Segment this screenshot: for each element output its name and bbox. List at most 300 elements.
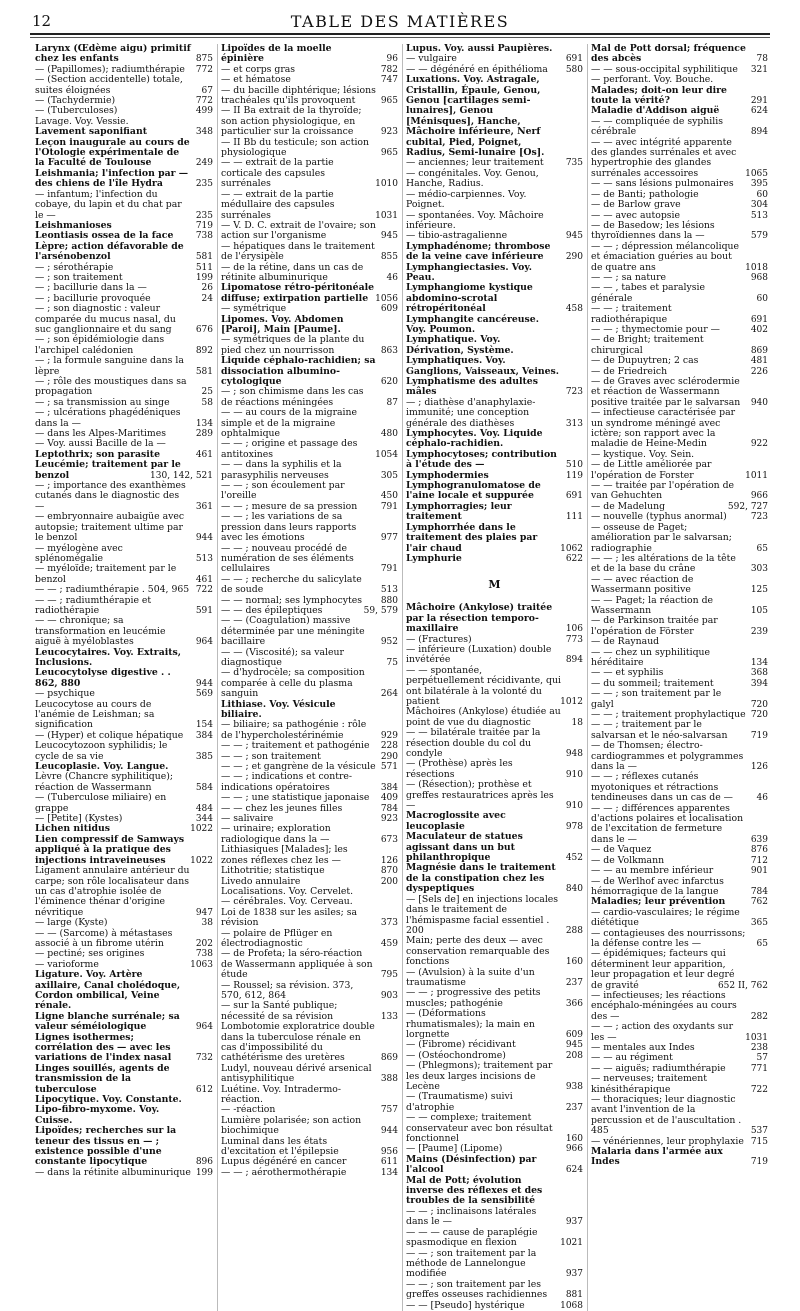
index-entry (221, 824, 398, 845)
index-entry-page: 910 (565, 801, 583, 812)
index-entry-text: — — ; recherche du salicylate de soude (221, 573, 362, 596)
index-entry-text: Lupus dégénéré en cancer (221, 1156, 347, 1168)
index-entry (35, 190, 213, 221)
index-entry-text: — vulgaire (406, 53, 457, 65)
index-entry-page: 784 (380, 803, 398, 814)
index-entry-text: — perforant. Voy. Bouche. (591, 74, 714, 86)
index-entry (406, 1280, 583, 1301)
index-entry-text: — — ; inclinaisons latérales dans le — (406, 1205, 537, 1228)
index-entry (591, 908, 768, 929)
index-entry-page: 46 (386, 272, 398, 283)
index-entry-text: — nouvelle (typhus anormal) (591, 511, 727, 523)
index-entry (35, 44, 213, 65)
index-entry-page: 264 (380, 689, 398, 700)
index-entry-page: 722 (750, 1084, 768, 1095)
index-entry-text: — myélogène avec splénomégalie (35, 542, 123, 564)
index-entry-text: Lignes isothermes; corrélation des — avec les variations de l'index nasal (35, 1031, 172, 1064)
index-entry-text: — — ; traitement par le salvarsan et le néo-salvarsan (591, 719, 728, 741)
index-entry-text: — — ; progressive des petits muscles; pathogénie (406, 987, 541, 1009)
index-entry-text: Lipocytique. Voy. Constante. (35, 1094, 182, 1106)
index-entry-text: — — ; et gangrène de la vésicule (221, 761, 376, 773)
index-entry-page: 459 (380, 938, 398, 949)
index-entry-page: 869 (750, 345, 768, 356)
index-entry (35, 75, 213, 96)
index-entry (591, 86, 768, 107)
index-entry (221, 981, 398, 1002)
index-entry (591, 481, 768, 502)
index-entry-text: — V. D. C. extrait de l'ovaire; son action sur l'organisme (221, 219, 376, 242)
index-entry-page: 513 (750, 210, 768, 221)
index-entry-page: 964 (195, 637, 213, 648)
index-entry-page: 1056 (375, 293, 398, 304)
index-entry (221, 138, 398, 159)
index-entry-page: 624 (750, 106, 768, 117)
index-entry-text: — vénériennes, leur prophylaxie (591, 1135, 744, 1147)
index-entry-page: 513 (195, 553, 213, 564)
index-entry-text: Leontiasis ossea de la face (35, 230, 174, 242)
index-entry-page: 1054 (375, 449, 398, 460)
index-entry-text: Mâchoire (Ankylose) traitée par la résection temporo-maxillaire (406, 602, 553, 635)
index-entry (221, 221, 398, 242)
index-entry-text: — — avec autopsie (591, 209, 681, 221)
index-entry-text: — et corps gras (221, 63, 296, 75)
index-entry (35, 169, 213, 190)
index-entry-page: 719 (750, 730, 768, 741)
index-entry-page: 484 (195, 803, 213, 814)
index-entry (591, 283, 768, 304)
index-entry-text: — — complexe; traitement conservateur avec bon résultat fonctionnel (406, 1112, 553, 1145)
index-entry (406, 1301, 583, 1311)
index-entry-page: 948 (565, 749, 583, 759)
index-entry-text: — — dans la syphilis et la parasyphilis nerveuses (221, 459, 342, 481)
index-entry (591, 866, 768, 876)
index-entry-text: — dans les Alpes-Maritimes (35, 428, 166, 440)
index-entry-text: Lèvre (Chancre syphilitique); réaction de Wassermann (35, 771, 173, 793)
index-entry-text: Ligament annulaire antérieur du carpe; son rôle localisateur dans un cas d'atrophie isolée de l'éminence thénar d'origine névritique (35, 865, 190, 918)
header-rule-thin (30, 37, 770, 38)
index-entry-page: 38 (201, 918, 213, 929)
index-entry (221, 1085, 398, 1106)
index-entry-text: — (Résection); prothèse et greffes restauratrices après les — (406, 779, 554, 812)
index-entry-page: 106 (565, 624, 583, 635)
index-entry-page: 249 (195, 158, 213, 169)
index-entry-page: 772 (195, 96, 213, 107)
index-entry-page: 673 (380, 834, 398, 845)
index-entry-text: — — aiguës; radiumthérapie (591, 1062, 726, 1074)
index-entry-text: — de Barlow grave (591, 199, 681, 211)
index-entry-page: 237 (565, 1102, 583, 1113)
index-entry (221, 335, 398, 356)
index-entry-text: Magnésie dans le traitement de la constipation chez les dyspeptiques (406, 862, 556, 895)
index-entry-page: 952 (380, 637, 398, 648)
index-entry-page: 966 (565, 1144, 583, 1155)
index-entry-text: — — ; réflexes cutanés myotoniques et rétractions tendineuses dans un cas de — (591, 771, 733, 804)
index-entry-text: — — compliquée de syphilis cérébrale (591, 115, 723, 138)
index-entry-page: 620 (380, 377, 398, 387)
index-entry-text: — (Traumatisme) suivi d'atrophie (406, 1091, 513, 1113)
index-entry-page: 1021 (560, 1238, 583, 1249)
index-entry (35, 335, 213, 356)
index-entry-text: — — ; son écoulement par l'oreille (221, 480, 345, 502)
index-entry-text: — — ; dépression mélancolique et émaciation guéries au bout de quatre ans (591, 240, 740, 273)
index-entry-page: 461 (195, 574, 213, 585)
index-entry-text: — symétriques de la plante du pied chez un nourrisson (221, 334, 365, 356)
index-entry-text: — (Tuberculoses) (35, 105, 118, 117)
index-entry-page: 344 (195, 814, 213, 825)
index-entry-text: — — (Coagulation) massive déterminée par une méningite bacillaire (221, 615, 365, 648)
index-entry (221, 866, 398, 876)
index-entry-text: — ; rôle des moustiques dans sa propagation (35, 376, 187, 398)
index-entry-page: 388 (380, 1074, 398, 1085)
index-entry (406, 481, 583, 502)
index-entry-page: 290 (380, 751, 398, 762)
index-entry-text: — [Petite] (Kystes) (35, 813, 123, 825)
index-entry-text: — — sans lésions pulmonaires (591, 178, 734, 190)
index-entry-text: — — ; son traitement par la méthode de Lannelongue modifiée (406, 1247, 537, 1280)
index-entry-text: Leucocytolyse digestive . . 862, 880 (35, 667, 171, 689)
index-entry-page: 384 (195, 730, 213, 741)
index-entry-page: 365 (750, 918, 768, 929)
index-entry-text: Lymphadénome; thrombose de la veine cave inférieure (406, 240, 551, 263)
index-entry-text: — -réaction (221, 1104, 276, 1116)
index-entry-text: — — avec réaction de Wassermann positive (591, 573, 694, 596)
index-entry-text: Lipomes. Voy. Abdomen [Paroi], Main [Paume]. (221, 313, 344, 335)
index-entry-page: 719 (750, 1157, 768, 1168)
index-entry (591, 523, 768, 554)
index-entry-page: 945 (565, 231, 583, 242)
index-entry (591, 1074, 768, 1095)
index-entry (406, 263, 583, 284)
index-entry-text: Ligature. Voy. Artère axillaire, Canal cholédoque, Cordon ombilical, Veine rénale. (35, 969, 181, 1012)
index-entry (591, 772, 768, 803)
index-entry-text: — (Papillomes); radiumthérapie (35, 63, 185, 75)
index-entry-text: — — traitée par l'opération de van Gehuchten (591, 480, 735, 502)
index-entry-page: 691 (565, 54, 583, 65)
index-entry-text: Lymphangiome kystique abdomino-scrotal rétropéritonéal (406, 282, 533, 315)
index-entry (406, 169, 583, 190)
index-entry-page: 288 (565, 925, 583, 936)
index-entry-text: — — extrait de la partie médullaire des capsules surrénales (221, 188, 335, 221)
index-entry-text: — kystique. Voy. Sein. (591, 448, 695, 460)
index-entry-page: 133 (380, 1011, 398, 1022)
index-entry-page: 938 (565, 1082, 583, 1092)
index-entry-page: 757 (380, 1105, 398, 1116)
index-entry-text: — (Avulsion) à la suite d'un traumatisme (406, 966, 535, 988)
index-entry-text: Leucocytose au cours de l'anémie de Leishman; sa signification (35, 698, 155, 731)
index-entry (591, 408, 768, 450)
index-entry-page: 46 (756, 793, 768, 804)
index-entry (35, 648, 213, 669)
index-entry (406, 968, 583, 989)
index-entry (221, 1064, 398, 1085)
index-entry-text: — — ; les altérations de la tête et de la base du crâne (591, 552, 736, 575)
index-entry-text: Lèpre; action défavorable de l'arsénobenzol (35, 240, 184, 263)
index-entry-page: 977 (380, 533, 398, 544)
index-entry (406, 988, 583, 1009)
index-entry-text: Luétine. Voy. Intradermo-réaction. (221, 1083, 341, 1106)
index-entry-page: 652 II, 762 (717, 980, 768, 991)
index-entry (221, 86, 398, 107)
index-entry-page: 1022 (190, 824, 213, 835)
index-entry-text: — — , tabes et paralysie générale (591, 282, 706, 304)
index-entry (406, 728, 583, 759)
index-entry-page: 784 (750, 886, 768, 897)
index-entry-text: — — ; action des oxydants sur les — (591, 1021, 734, 1043)
index-entry (406, 554, 583, 564)
index-entry-text: — — (Viscosité); sa valeur diagnostique (221, 646, 344, 668)
index-entry-page: 111 (565, 512, 583, 523)
index-entry-text: — ; sérothérapie (35, 261, 114, 273)
index-entry (591, 554, 768, 575)
index-entry (35, 304, 213, 335)
index-entry (221, 544, 398, 575)
index-entry-text: — — des épileptiques (221, 604, 323, 616)
index-entry-page: 944 (195, 533, 213, 544)
index-entry-page: 869 (380, 1053, 398, 1064)
index-entry-text: — du sommeil; traitement (591, 677, 714, 689)
index-entry-text: Lupus. Voy. aussi Paupières. (406, 43, 553, 54)
index-entry (221, 929, 398, 950)
index-entry-page: 409 (380, 793, 398, 804)
index-entry-text: — (Déformations rhumatismales); la main en lorgnette (406, 1008, 535, 1040)
index-entry (221, 304, 398, 314)
index-entry-text: Lipoïdes de la moelle épinière (221, 43, 332, 65)
index-entry-page: 481 (750, 356, 768, 367)
index-entry-text: — ; son diagnostic : valeur comparée du mucus nasal, du suc ganglionnaire et du sang (35, 303, 176, 335)
page-number: 12 (32, 12, 52, 30)
index-entry (221, 387, 398, 408)
index-entry-page: 870 (380, 866, 398, 877)
index-entry (221, 1001, 398, 1022)
index-entry (406, 356, 583, 377)
index-column-4 (587, 44, 772, 1311)
index-entry-text: Mâchoires (Ankylose) étudiée au point de vue du diagnostic (406, 706, 561, 728)
index-entry (591, 460, 768, 481)
index-entry (406, 1207, 583, 1228)
index-entry-page: 1031 (375, 210, 398, 221)
index-entry-page: 199 (195, 1167, 213, 1178)
index-entry-text: — de Basedow; les lésions thyroïdiennes dans la — (591, 219, 715, 242)
index-entry-page: 1065 (745, 168, 768, 179)
index-entry-text: Lymphorragies; leur traitement (406, 500, 512, 523)
index-entry-text: Leishmania; l'infection par — des chiens de l'île Hydra (35, 167, 189, 190)
index-entry (406, 666, 583, 708)
index-entry-text: — spontanées. Voy. Mâchoire inférieure. (406, 209, 544, 231)
index-entry-text: Lavage. Voy. Vessie. (35, 115, 129, 127)
index-entry (406, 863, 583, 894)
index-entry-text: — (Ostéochondrome) (406, 1049, 506, 1061)
index-entry-page: 1022 (190, 855, 213, 866)
index-entry-text: — — extrait de la partie corticale des capsules surrénales (221, 157, 334, 190)
index-entry-text: — (Tuberculose miliaire) en grappe (35, 792, 167, 814)
index-entry-text: — — ; thymectomie pour — (591, 323, 720, 335)
index-entry (35, 377, 213, 398)
index-entry (591, 377, 768, 408)
index-entry-page: 67 (201, 85, 213, 96)
index-entry-text: Lymphocytes. Voy. Liquide céphalo-rachidien. (406, 428, 543, 450)
index-entry-text: — [Paume] (Lipome) (406, 1143, 503, 1155)
index-entry-page: 321 (750, 64, 768, 75)
index-entry (591, 929, 768, 950)
index-entry-page: 937 (565, 1269, 583, 1280)
index-columns (32, 43, 772, 1311)
index-entry-text: — de Werlhof avec infarctus hémorragique de la langue (591, 875, 724, 897)
index-entry-page: 134 (195, 418, 213, 429)
index-entry (221, 1168, 398, 1178)
index-entry (221, 315, 398, 336)
index-entry-text: — II Bb du testicule; son action physiologique (221, 136, 370, 159)
index-entry (221, 242, 398, 263)
index-entry (591, 1147, 768, 1168)
index-entry-text: — Roussel; sa révision. 373, 570, 612, 864 (221, 979, 354, 1001)
index-entry-text: — large (Kyste) (35, 917, 108, 929)
index-entry-page: 291 (750, 96, 768, 107)
index-entry (221, 481, 398, 502)
index-entry-page: 719 (195, 220, 213, 231)
index-entry-page: 723 (750, 512, 768, 523)
index-entry-page: 609 (565, 1029, 583, 1040)
index-entry (406, 811, 583, 832)
index-entry (406, 1228, 583, 1249)
index-entry-page: 452 (565, 853, 583, 864)
index-entry-text: Lumière polarisée; son action biochimique (221, 1114, 362, 1137)
index-entry-text: Mains (Désinfection) par l'alcool (406, 1153, 537, 1176)
index-entry-page: 791 (380, 501, 398, 512)
index-entry-text: — de Bright; traitement chirurgical (591, 334, 704, 356)
index-entry-page: 26 (201, 283, 213, 294)
index-entry (221, 283, 398, 304)
index-entry-text: — d'hydrocèle; sa composition comparée à celle du plasma sanguin (221, 667, 365, 700)
index-entry-page: 24 (201, 293, 213, 304)
index-entry-text: Leçon inaugurale au cours de l'Otologie expérimentale de la Faculté de Toulouse (35, 136, 190, 169)
index-entry-text: Maladies; leur prévention (591, 896, 726, 908)
index-entry-page: 499 (195, 106, 213, 117)
index-entry-text: Lien compressif de Samways appliqué à la pratique des injections intraveineuses (35, 833, 185, 866)
index-entry-page: 892 (195, 345, 213, 356)
index-entry-page: 1062 (560, 543, 583, 554)
index-entry (221, 356, 398, 387)
index-entry-text: Malaria dans l'armée aux Indes (591, 1146, 723, 1168)
index-entry-text: — — ; son traitement (221, 750, 321, 762)
index-entry-text: Leucocytozoon syphilidis; le cycle de sa vie (35, 740, 168, 762)
index-entry-page: 771 (750, 1063, 768, 1074)
index-entry (406, 1092, 583, 1113)
index-entry (591, 637, 768, 647)
index-entry (221, 190, 398, 221)
index-entry-text: — — ; radiumthérapie et radiothérapie (35, 594, 152, 616)
index-entry-text: — ; sa transmission au singe (35, 396, 170, 408)
index-entry-text: — — et syphilis (591, 667, 664, 679)
index-entry (35, 1064, 213, 1095)
index-entry-text: — salivaire (221, 813, 274, 825)
index-entry (221, 720, 398, 741)
index-entry-text: — — ; son traitement par les greffes osseuses rachidiennes (406, 1278, 548, 1301)
index-entry-text: — (Fibrome) récidivant (406, 1039, 516, 1051)
index-entry-page: 715 (750, 1136, 768, 1147)
index-entry-page: 65 (756, 938, 768, 949)
index-entry-page: 691 (565, 491, 583, 502)
index-entry-page: 57 (756, 1053, 768, 1064)
index-entry-text: — de Little améliorée par l'opération de Forster (591, 459, 712, 481)
index-entry (35, 866, 213, 918)
index-entry-page: 1031 (745, 1032, 768, 1043)
index-entry-text: Leptothrix; son parasite (35, 448, 160, 460)
index-entry (406, 603, 583, 634)
index-entry-page: 965 (380, 96, 398, 107)
index-entry (35, 1126, 213, 1168)
index-entry (591, 804, 768, 846)
index-entry-text: — sur la Santé publique; nécessité de sa révision (221, 1000, 338, 1022)
index-entry (591, 200, 768, 210)
index-entry-text: — — sous-occipital syphilitique (591, 63, 738, 75)
index-entry-page: 738 (195, 949, 213, 960)
index-entry-page: 732 (195, 1053, 213, 1064)
index-entry-page: 762 (750, 897, 768, 908)
index-entry (221, 845, 398, 866)
index-entry-text: Localisations. Voy. Cervelet. (221, 885, 354, 897)
index-entry-text: — de Vaquez (591, 844, 652, 856)
index-entry-page: 87 (386, 397, 398, 408)
index-entry-page: 59, 579 (363, 605, 398, 616)
index-entry-text: — (Fractures) (406, 633, 472, 645)
index-entry (406, 780, 583, 811)
index-entry-page: 923 (380, 127, 398, 138)
index-entry (406, 1155, 583, 1176)
index-entry (406, 283, 583, 314)
index-entry-text: — — — cause de paraplégie spasmodique en flexion (406, 1226, 538, 1249)
index-entry-page: 855 (380, 252, 398, 263)
index-entry (35, 741, 213, 762)
index-entry (35, 408, 213, 429)
index-entry-page: 384 (380, 782, 398, 793)
index-entry (221, 1022, 398, 1064)
index-entry-page: 624 (565, 1165, 583, 1176)
index-entry-text: — de Madelung (591, 500, 666, 512)
index-entry-text: Larynx (Œdème aigu) primitif chez les enfants (35, 43, 191, 65)
index-entry-page: 880 (380, 595, 398, 606)
index-entry-text: — nerveuses; traitement kinésithérapique (591, 1073, 708, 1095)
index-entry-text: Lithotritie; statistique (221, 865, 325, 877)
running-title: TABLE DES MATIÈRES (290, 12, 510, 31)
index-entry (591, 720, 768, 741)
index-entry-page: 571 (380, 762, 398, 773)
index-entry-text: — embryonnaire aubaigüe avec autopsie; traitement ultime par le benzol (35, 511, 185, 544)
index-entry (591, 242, 768, 273)
index-entry-text: — (Tachydermie) (35, 95, 116, 107)
index-entry-text: — — ; traitement et pathogénie (221, 740, 370, 752)
index-entry (35, 512, 213, 543)
index-entry-page: 676 (195, 324, 213, 335)
index-entry-page: 313 (565, 418, 583, 429)
index-entry-page: 923 (380, 814, 398, 825)
index-entry (221, 648, 398, 669)
index-entry-page: 511 (195, 262, 213, 273)
index-entry-text: — — au membre inférieur (591, 865, 714, 877)
index-entry-text: Mal de Pott; évolution inverse des réflexes et des troubles de la sensibilité (406, 1174, 543, 1207)
index-entry-page: 208 (565, 1050, 583, 1061)
index-entry (35, 242, 213, 263)
index-entry-page: 25 (201, 387, 213, 398)
index-entry-text: — — dégénéré en épithélioma (406, 63, 548, 75)
index-entry-page: 584 (195, 782, 213, 793)
index-entry (406, 832, 583, 863)
index-entry (35, 793, 213, 814)
index-entry (35, 356, 213, 377)
index-entry-text: — — ; aérothermothérapie (221, 1166, 347, 1178)
index-entry-page: 238 (750, 1043, 768, 1053)
index-entry (591, 44, 768, 65)
index-entry-page: 581 (195, 366, 213, 377)
